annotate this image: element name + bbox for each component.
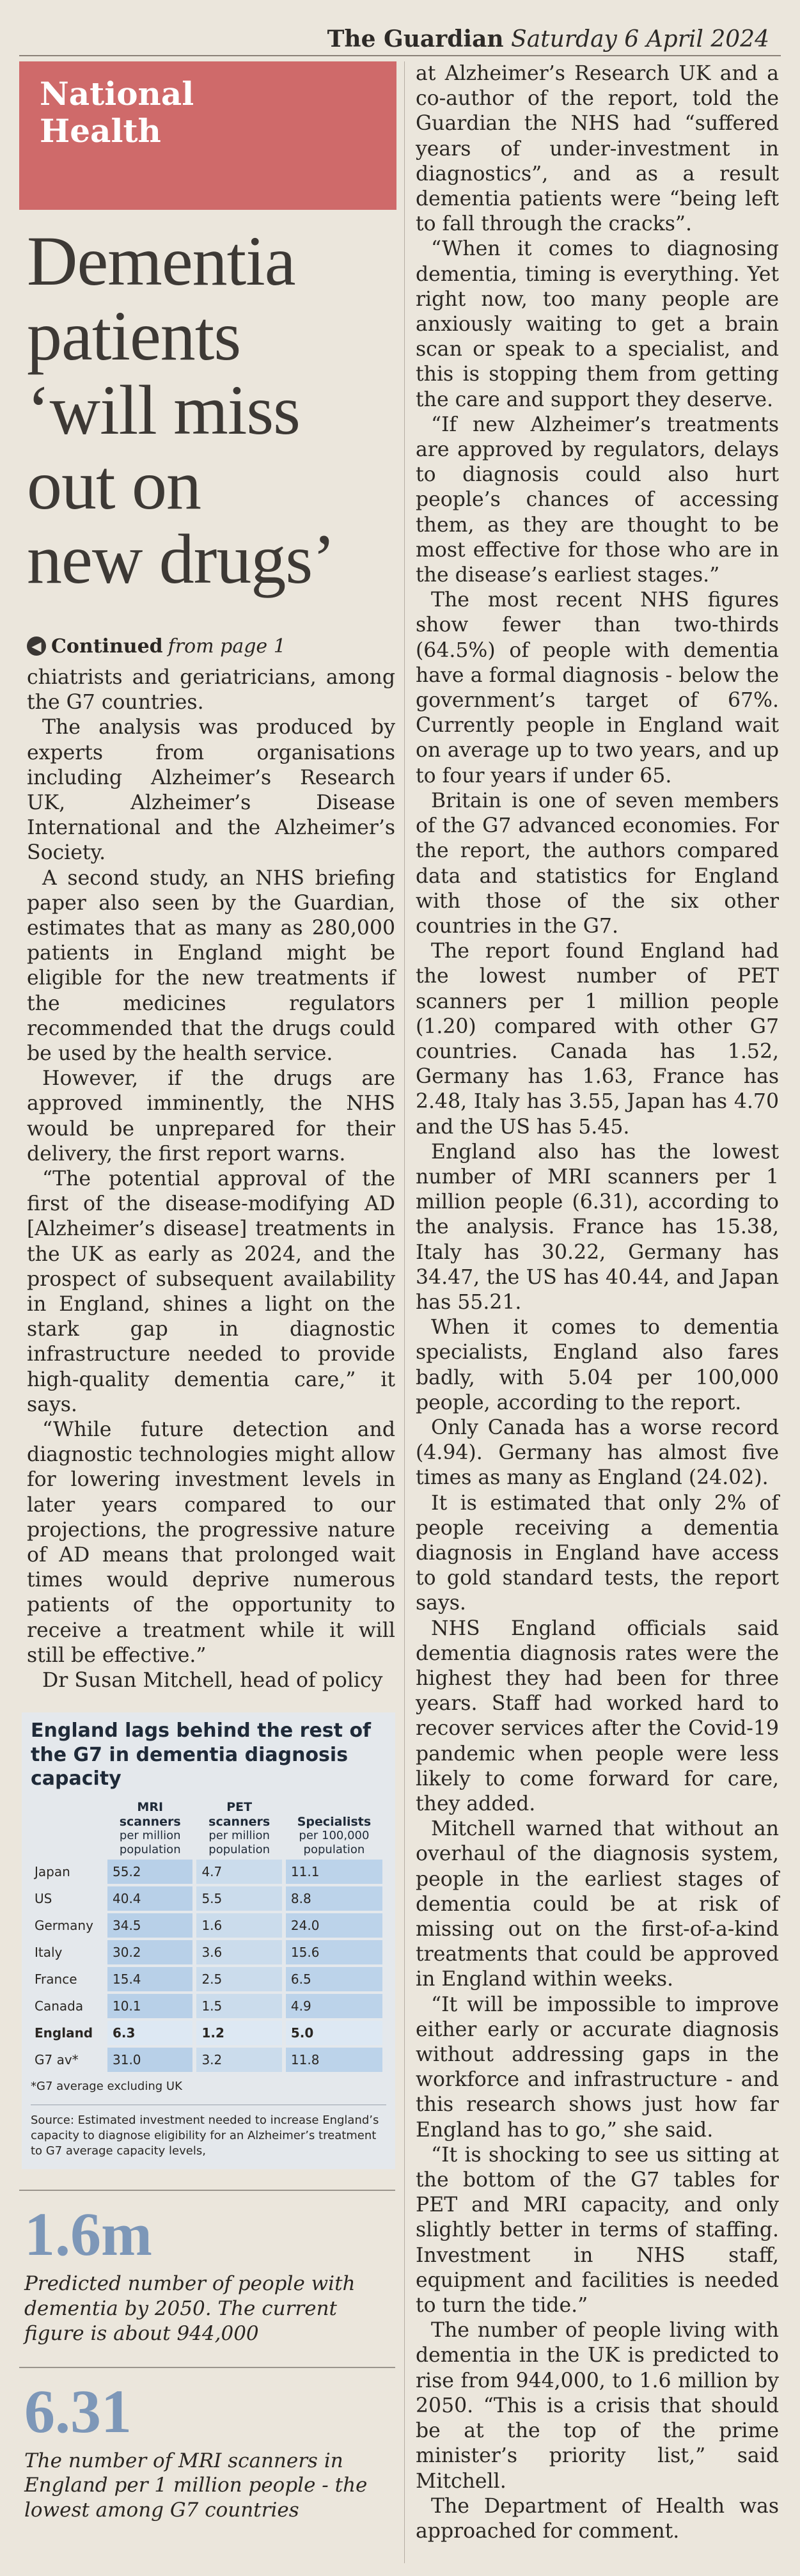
paragraph: at Alzheimer’s Research UK and a co-author of the report, told the Guardian the NHS had “suffered years of under-investment in diagnostics”, and as a result dementia patients were “being left to fall through the cracks”. bbox=[416, 62, 779, 236]
paragraph: Britain is one of seven members of the G7 advanced economies. For the report, the authors compared data and statistics for England with those of the six other countries in the G7. bbox=[416, 789, 779, 938]
chart-source: Source: Estimated investment needed to increase England’s capacity to diagnose eligibility for an Alzheimer’s treatment to G7 average capacity levels, bbox=[31, 2105, 386, 2160]
value-cell: 10.1 bbox=[107, 1994, 192, 2018]
publication-date: Saturday 6 April 2024 bbox=[511, 26, 769, 52]
country-cell: G7 av* bbox=[35, 2051, 79, 2067]
table-row bbox=[35, 2021, 382, 2045]
stat-rule bbox=[19, 2367, 395, 2368]
table-row bbox=[35, 2048, 382, 2072]
value-cell: 34.5 bbox=[107, 1913, 192, 1938]
value-cell: 3.6 bbox=[196, 1940, 281, 1964]
arrow-left-icon: ◀ bbox=[27, 636, 46, 656]
left-body bbox=[19, 665, 395, 1693]
header-country bbox=[35, 1800, 104, 1857]
value-cell: 24.0 bbox=[286, 1913, 382, 1938]
table-row bbox=[35, 1886, 382, 1911]
paragraph: It is estimated that only 2% of people receiving a dementia diagnosis in England have access to gold standard tests, the report says. bbox=[416, 1491, 779, 1615]
value-cell: 1.6 bbox=[196, 1913, 281, 1938]
value-cell: 5.5 bbox=[196, 1886, 281, 1911]
paragraph: Only Canada has a worse record (4.94). Germany has almost five times as many as England (24.02). bbox=[416, 1416, 779, 1490]
table-row bbox=[35, 1994, 382, 2018]
paragraph: England also has the lowest number of MRI scanners per 1 million people (6.31), according to the analysis. France has 15.38, Italy has 30.22, Germany has 34.47, the US has 40.44, and Japan has 55.21. bbox=[416, 1140, 779, 1314]
headline-line: patients bbox=[27, 296, 241, 375]
table-row bbox=[35, 1967, 382, 1991]
paragraph: A second study, an NHS briefing paper also seen by the Guardian, estimates that as many as 280,000 patients in England might be eligible for the new treatments if the medicines regulators recommended that the drugs could be used by the health service. bbox=[27, 866, 395, 1066]
paragraph: Mitchell warned that without an overhaul of the diagnosis system, people in the earliest stages of dementia could be at risk of missing out on the first-of-a-kind treatments that could be approved in England within weeks. bbox=[416, 1817, 779, 1991]
value-cell: 6.3 bbox=[107, 2021, 192, 2045]
left-column bbox=[19, 61, 395, 2523]
value-cell: 1.5 bbox=[196, 1994, 281, 2018]
value-cell: 15.4 bbox=[107, 1967, 192, 1991]
value-cell: 3.2 bbox=[196, 2048, 281, 2072]
value-cell: 6.5 bbox=[286, 1967, 382, 1991]
value-cell: 15.6 bbox=[286, 1940, 382, 1964]
right-body bbox=[416, 61, 779, 2544]
paragraph: “If new Alzheimer’s treatments are approved by regulators, delays to diagnosis could also hurt people’s chances of accessing them, as they are thought to be most effective for those who are in the disease’s earliest stages.” bbox=[416, 413, 779, 587]
value-cell: 2.5 bbox=[196, 1967, 281, 1991]
stat-value: 6.31 bbox=[24, 2376, 132, 2446]
value-cell: 11.1 bbox=[286, 1860, 382, 1884]
stat-caption: Predicted number of people with dementia by 2050. The current figure is about 944,000 bbox=[24, 2272, 356, 2345]
country-cell: Canada bbox=[35, 1998, 84, 2014]
value-cell: 11.8 bbox=[286, 2048, 382, 2072]
headline-line: new drugs’ bbox=[27, 520, 335, 599]
value-cell: 40.4 bbox=[107, 1886, 192, 1911]
continued-from bbox=[19, 635, 395, 658]
continued-page: from page 1 bbox=[168, 635, 286, 658]
masthead bbox=[327, 26, 769, 52]
section-kicker bbox=[19, 61, 396, 210]
publication-name: The Guardian bbox=[327, 26, 504, 52]
paragraph: The most recent NHS figures show fewer than two-thirds (64.5%) of people with dementia have a formal diagnosis - below the government’s target of 67%. Currently people in England wait on average up to two years, and up to four years if under 65. bbox=[416, 589, 779, 787]
header-mri: MRI scanners per million population bbox=[119, 1799, 181, 1856]
continued-label: Continued bbox=[51, 635, 163, 658]
headline-line: Dementia bbox=[27, 222, 295, 300]
value-cell: 31.0 bbox=[107, 2048, 192, 2072]
country-cell: Germany bbox=[35, 1917, 93, 1933]
value-cell: 4.7 bbox=[196, 1860, 281, 1884]
table-row bbox=[35, 1860, 382, 1884]
paragraph: “It will be impossible to improve either early or accurate diagnosis without addressing gaps in the workforce and infrastructure - and this research shows just how far England has to go,” she said. bbox=[416, 1993, 779, 2142]
value-cell: 5.0 bbox=[286, 2021, 382, 2045]
stat-caption: The number of MRI scanners in England per 1 million people - the lowest among G7 countries bbox=[24, 2449, 368, 2522]
table-row bbox=[35, 1913, 382, 1938]
paragraph: “It is shocking to see us sitting at the bottom of the G7 tables for PET and MRI capacity, and only slightly better in terms of staffing. Investment in NHS staff, equipment and facilities is needed to turn the tide.” bbox=[416, 2143, 779, 2318]
headline-line: out on bbox=[27, 445, 201, 524]
country-cell: England bbox=[35, 2025, 93, 2041]
kicker-line-1: National bbox=[40, 75, 194, 113]
paragraph: The Department of Health was approached for comment. bbox=[416, 2494, 779, 2543]
country-cell: US bbox=[35, 1890, 52, 1906]
headline-line: ‘will miss bbox=[27, 371, 300, 450]
value-cell: 8.8 bbox=[286, 1886, 382, 1911]
chart-title: England lags behind the rest of the G7 in dementia diagnosis capacity bbox=[31, 1719, 372, 1790]
g7-table bbox=[31, 1798, 386, 2074]
paragraph: The number of people living with dementia in the UK is predicted to rise from 944,000, to 1.6 million by 2050. “This is a crisis that should be at the top of the prime minister’s priority list,” said Mitchell. bbox=[416, 2319, 779, 2493]
table-row bbox=[35, 1940, 382, 1964]
stat-value: 1.6m bbox=[24, 2200, 152, 2269]
stat-rule bbox=[19, 2190, 395, 2191]
chart-footnote: *G7 average excluding UK bbox=[31, 2079, 182, 2093]
header-specialists: Specialists per 100,000 population bbox=[297, 1814, 372, 1856]
paragraph: “While future detection and diagnostic technologies might allow for lowering investment levels in later years compared to our projections, the progressive nature of AD means that prolonged wait times would deprive numerous patients of the opportunity to receive a treatment while it will still be effective.” bbox=[27, 1418, 395, 1667]
g7-table-graphic bbox=[22, 1712, 395, 2169]
country-cell: France bbox=[35, 1971, 77, 1987]
headline bbox=[19, 224, 395, 597]
country-cell: Italy bbox=[35, 1944, 63, 1960]
paragraph: “The potential approval of the first of the disease-modifying AD [Alzheimer’s disease] treatments in the UK as early as 2024, and the prospect of subsequent availability in England, shines a light on the stark gap in diagnostic infrastructure needed to provide high-quality dementia care,” it says. bbox=[27, 1167, 395, 1416]
value-cell: 55.2 bbox=[107, 1860, 192, 1884]
paragraph: “When it comes to diagnosing dementia, timing is everything. Yet right now, too many people are anxiously waiting to get a brain scan or speak to a specialist, and this is stopping them from getting the care and support they deserve. bbox=[416, 237, 779, 411]
value-cell: 1.2 bbox=[196, 2021, 281, 2045]
paragraph: NHS England officials said dementia diagnosis rates were the highest they had been for three years. Staff had worked hard to recover services after the Covid-19 pandemic when people were less likely to come forward for care, they added. bbox=[416, 1616, 779, 1816]
kicker-line-2: Health bbox=[40, 111, 161, 150]
paragraph: Dr Susan Mitchell, head of policy bbox=[42, 1669, 383, 1693]
paragraph: However, if the drugs are approved imminently, the NHS would be unprepared for their delivery, the first report warns. bbox=[27, 1067, 395, 1166]
header-pet: PET scanners per million population bbox=[208, 1799, 271, 1856]
top-rule bbox=[19, 55, 781, 56]
country-cell: Japan bbox=[35, 1863, 70, 1879]
paragraph: The report found England had the lowest number of PET scanners per 1 million people (1.20) compared with other G7 countries. Canada has 1.52, Germany has 1.63, France has 2.48, Italy has 3.55, Japan has 4.70 and the US has 5.45. bbox=[416, 940, 779, 1139]
paragraph: chiatrists and geriatricians, among the G7 countries. bbox=[27, 665, 395, 715]
paragraph: When it comes to dementia specialists, England also fares badly, with 5.04 per 100,000 people, according to the report. bbox=[416, 1316, 779, 1414]
column-divider bbox=[404, 61, 405, 2563]
value-cell: 4.9 bbox=[286, 1994, 382, 2018]
paragraph: The analysis was produced by experts from organisations including Alzheimer’s Research UK, Alzheimer’s Disease International and the Alzheimer’s Society. bbox=[27, 716, 395, 865]
right-column bbox=[416, 61, 779, 2544]
value-cell: 30.2 bbox=[107, 1940, 192, 1964]
